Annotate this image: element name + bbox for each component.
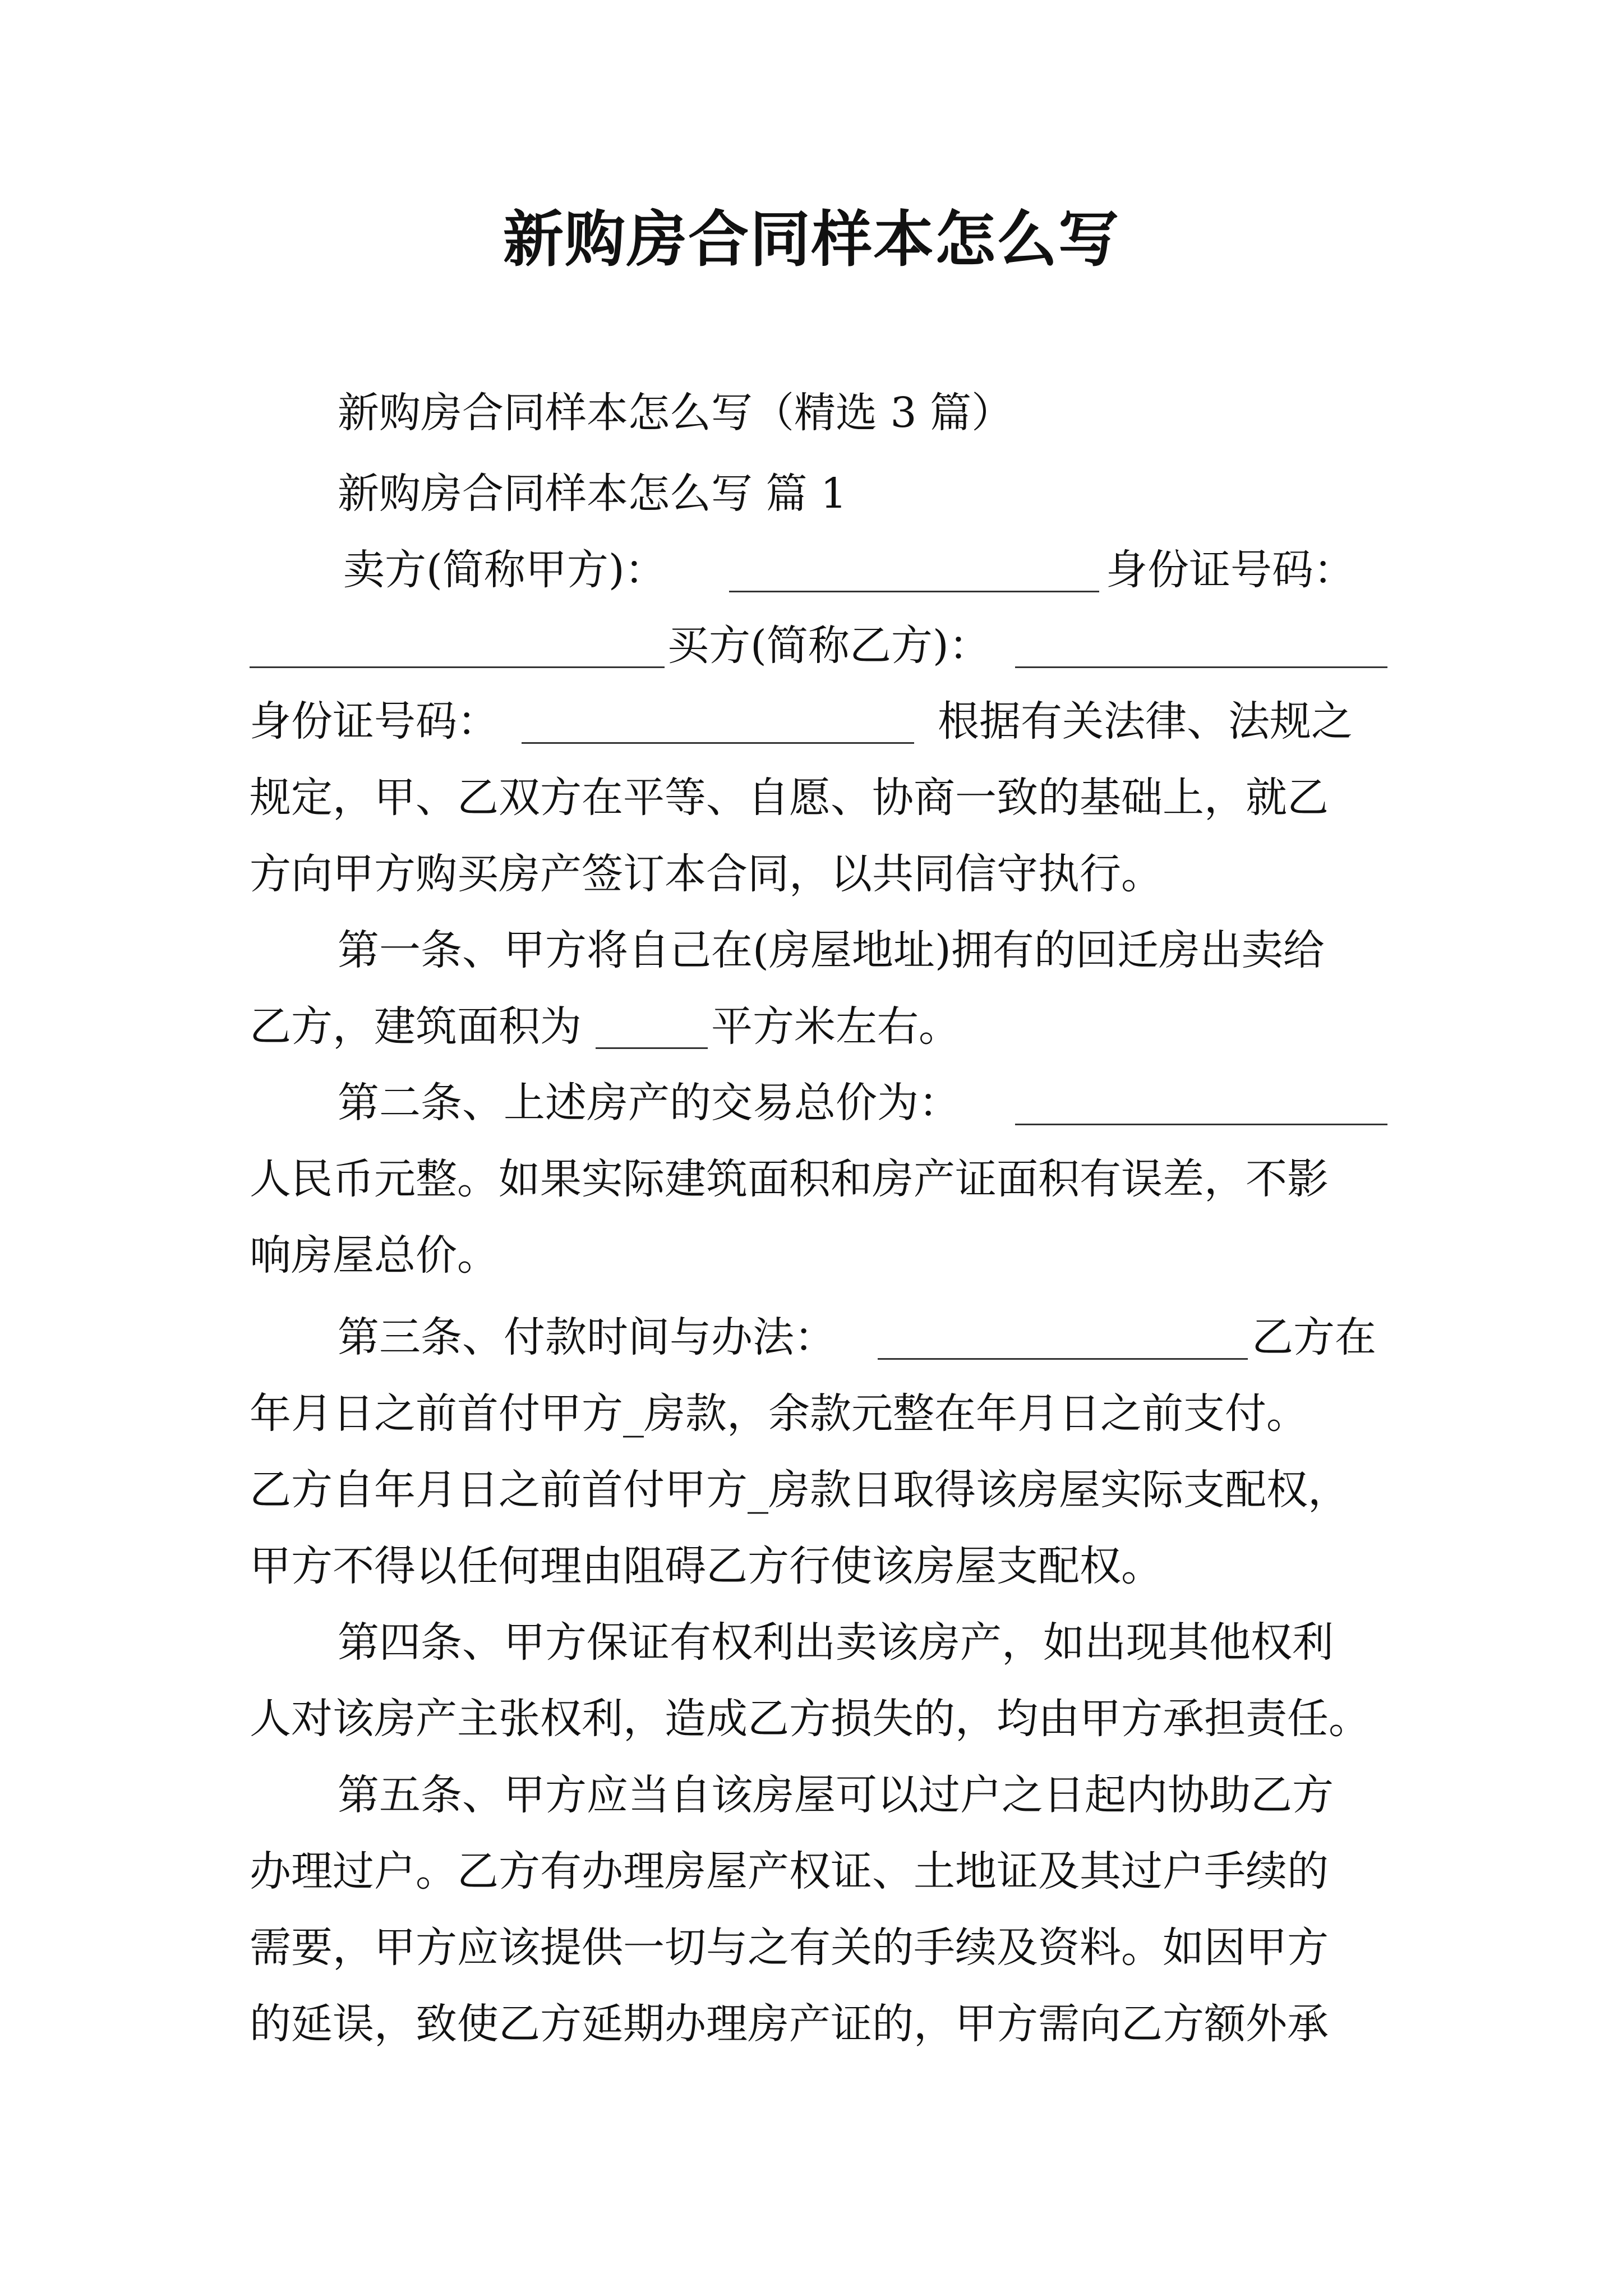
article-1-text: 乙方，建筑面积为 (250, 1002, 582, 1051)
article-1-line (0, 919, 1623, 981)
body-line (0, 843, 1623, 905)
buyer-name-blank (1015, 666, 1387, 668)
article-2-text: 人民币元整。如果实际建筑面积和房产证面积有误差，不影 (250, 1155, 1329, 1203)
payment-method-blank (878, 1358, 1248, 1360)
article-5-text: 的延误，致使乙方延期办理房产证的，甲方需向乙方额外承 (250, 2000, 1329, 2048)
article-3-text: 甲方不得以任何理由阻碍乙方行使该房屋支配权。 (250, 1542, 1163, 1590)
article-3-text: 第三条、付款时间与办法： (338, 1313, 836, 1361)
buyer-line (0, 615, 1623, 677)
article-5-line (0, 1917, 1623, 1978)
article-2-text: 第二条、上述房产的交易总价为： (338, 1079, 960, 1127)
article-4-line (0, 1688, 1623, 1750)
article-3-text: 乙方自年月日之前首付甲方_房款日取得该房屋实际支配权， (250, 1466, 1349, 1514)
article-5-line (0, 1993, 1623, 2055)
buyer-id-label: 身份证号码： (250, 697, 499, 746)
section-heading-text: 新购房合同样本怎么写 篇 1 (338, 470, 847, 518)
seller-id-blank (250, 666, 665, 668)
article-2-line (0, 1072, 1623, 1134)
body-line (0, 767, 1623, 829)
article-1-text: 平方米左右。 (711, 1002, 960, 1051)
preamble-text: 方向甲方购买房产签订本合同，以共同信守执行。 (250, 850, 1163, 898)
preamble-text: 根据有关法律、法规之 (938, 697, 1353, 746)
article-3-line (0, 1383, 1623, 1444)
article-2-line (0, 1225, 1623, 1286)
article-5-text: 第五条、甲方应当自该房屋可以过户之日起内协助乙方 (338, 1771, 1334, 1819)
article-5-line (0, 1841, 1623, 1902)
seller-label: 卖方(简称甲方)： (343, 546, 666, 594)
article-5-line (0, 1764, 1623, 1826)
article-1-line (0, 996, 1623, 1057)
seller-name-blank (729, 591, 1099, 592)
buyer-id-line (0, 691, 1623, 752)
article-3-text: 乙方在 (1252, 1313, 1376, 1361)
total-price-blank (1015, 1124, 1387, 1125)
article-4-line (0, 1612, 1623, 1673)
seller-line (0, 539, 1623, 601)
article-5-text: 需要，甲方应该提供一切与之有关的手续及资料。如因甲方 (250, 1924, 1329, 1972)
article-3-line (0, 1459, 1623, 1521)
subtitle-text: 新购房合同样本怎么写（精选 3 篇） (338, 389, 1013, 437)
article-3-line (0, 1535, 1623, 1597)
document-title: 新购房合同样本怎么写 (502, 204, 1120, 275)
article-2-line (0, 1148, 1623, 1210)
article-4-text: 第四条、甲方保证有权利出卖该房产，如出现其他权利 (338, 1618, 1334, 1667)
subtitle-line (0, 382, 1623, 444)
article-5-text: 办理过户。乙方有办理房屋产权证、土地证及其过户手续的 (250, 1847, 1329, 1895)
article-1-text: 第一条、甲方将自己在(房屋地址)拥有的回迁房出卖给 (338, 926, 1325, 974)
article-4-text: 人对该房产主张权利，造成乙方损失的，均由甲方承担责任。 (250, 1695, 1370, 1743)
article-3-line (0, 1306, 1623, 1368)
area-blank (596, 1047, 708, 1049)
article-3-text: 年月日之前首付甲方_房款，余款元整在年月日之前支付。 (250, 1389, 1308, 1438)
buyer-id-blank (522, 742, 914, 744)
article-2-text: 响房屋总价。 (250, 1231, 499, 1280)
section-heading-line (0, 463, 1623, 524)
seller-id-label: 身份证号码： (1106, 546, 1355, 594)
preamble-text: 规定，甲、乙双方在平等、自愿、协商一致的基础上，就乙 (250, 774, 1329, 822)
buyer-label: 买方(简称乙方)： (667, 622, 990, 670)
